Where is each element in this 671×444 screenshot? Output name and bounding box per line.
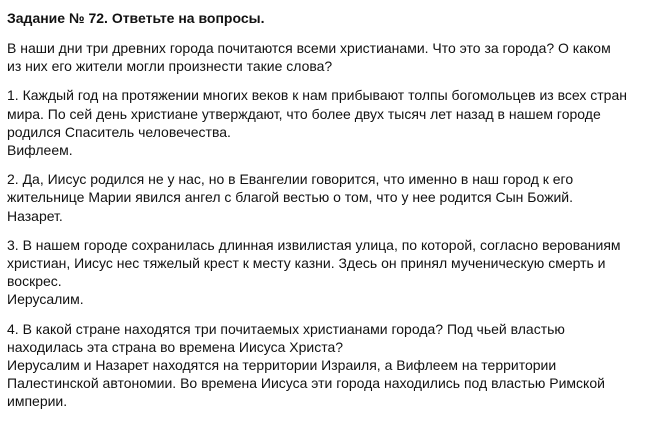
answer: Вифлеем. — [7, 142, 73, 159]
task-title: Задание № 72. Ответьте на вопросы. — [7, 10, 265, 26]
question-line: воскрес. — [7, 273, 62, 290]
intro-paragraph — [7, 39, 667, 75]
question-line: мира. По сей день христиане утверждают, что более двух тысяч лет назад в нашем городе — [7, 105, 601, 122]
answer-line: империи. — [7, 393, 68, 410]
question-1 — [7, 86, 667, 159]
question-line: жительнице Марии явился ангел с благой вестью о том, что у нее родится Сын Божий. — [7, 189, 574, 206]
question-4 — [7, 320, 667, 411]
answer-line: Иерусалим и Назарет находятся на территории Израиля, а Вифлеем на территории — [7, 357, 557, 374]
document-page — [7, 10, 667, 422]
question-line: христиан, Иисус нес тяжелый крест к месту казни. Здесь он принял мученическую смерть и — [7, 255, 606, 272]
question-line: 3. В нашем городе сохранилась длинная извилистая улица, по которой, согласно верованиям — [7, 236, 621, 253]
intro-line: В наши дни три древних города почитаются всеми христианами. Что это за города? О каком — [7, 40, 611, 56]
answer: Иерусалим. — [7, 291, 84, 308]
question-2 — [7, 170, 667, 225]
question-line: 1. Каждый год на протяжении многих веков к нам прибывают толпы богомольцев из всех стран — [7, 87, 627, 104]
question-line: 2. Да, Иисус родился не у нас, но в Евангелии говорится, что именно в наш город к его — [7, 171, 574, 188]
answer-line: Палестинской автономии. Во времена Иисуса эти города находились под властью Римской — [7, 375, 605, 392]
intro-line: из них его жители могли произнести такие слова? — [7, 58, 333, 75]
question-3 — [7, 236, 667, 309]
question-line: 4. В какой стране находятся три почитаемых христианами города? Под чьей властью — [7, 320, 565, 337]
answer: Назарет. — [7, 207, 63, 224]
question-line: находилась эта страна во времена Иисуса Христа? — [7, 338, 344, 355]
question-line: родился Спаситель человечества. — [7, 123, 231, 140]
